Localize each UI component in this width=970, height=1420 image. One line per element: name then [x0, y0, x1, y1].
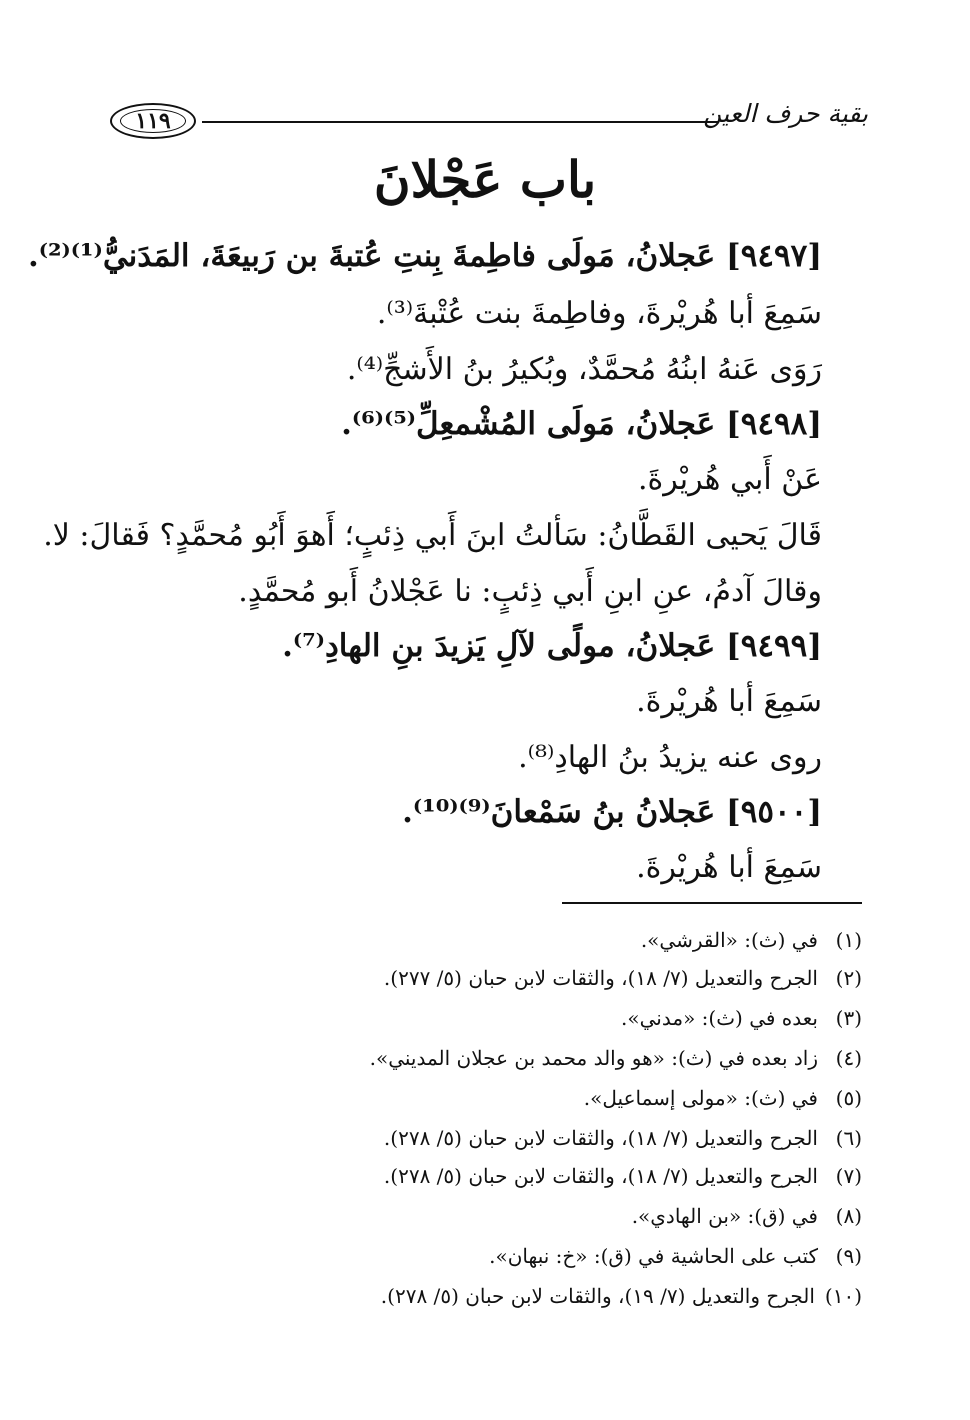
footnote-text: الجرح والتعديل (٧/ ١٨)، والثقات لابن حبان (٥/ ٢٧٧). [383, 966, 818, 990]
footnote-number: (٤) [835, 1046, 862, 1070]
running-title: بقية حرف العين [703, 99, 868, 128]
footnote-text: زاد بعده في (ث): «هو والد محمد بن عجلان المديني». [369, 1046, 818, 1070]
footnote-number: (٦) [835, 1126, 862, 1150]
footnote [621, 1006, 862, 1030]
footnote [384, 1164, 862, 1188]
footnote-text: كتب على الحاشية في (ق): «خ: نبهان». [489, 1244, 818, 1268]
footnote-text: الجرح والتعديل (٧/ ١٨)، والثقات لابن حبان (٥/ ٢٧٨). [383, 1164, 818, 1188]
footnote [370, 1046, 862, 1070]
body-line: وقالَ آدمُ، عنِ ابنِ أَبي ذِئبٍ: نا عَجْلانُ أَبو مُحمَّدٍ. [238, 574, 822, 609]
body-line: قَالَ يَحيى القَطَّانُ: سَألتُ ابنَ أَبي ذِئبٍ؛ أَهوَ أَبُو مُحمَّدٍ؟ فَقالَ: لا. [43, 518, 822, 553]
entry-heading-9499: [٩٤٩٩] عَجلانُ، مولًى لآلِ يَزيدَ بنِ الهادِ⁽⁷⁾. [282, 628, 822, 664]
footnote [489, 1244, 862, 1268]
body-line: سَمِعَ أبا هُريْرةَ. [636, 684, 822, 719]
chapter-title: باب عَجْلانَ [373, 150, 597, 209]
body-line: عَنْ أَبي هُريْرةَ. [637, 462, 822, 497]
footnote-number: (٢) [835, 966, 862, 990]
body-line: سَمِعَ أبا هُريْرةَ، وفاطِمةَ بنت عُتْبةَ⁽³⁾. [376, 296, 822, 331]
footnote-number: (١) [835, 928, 862, 952]
header-rule [202, 121, 718, 123]
footnote-number: (٧) [835, 1164, 862, 1188]
running-header [110, 95, 868, 151]
body-line: روى عنه يزيدُ بنُ الهادِ⁽⁸⁾. [518, 740, 822, 775]
footnote-number: (٨) [835, 1204, 862, 1228]
footnote [384, 966, 862, 990]
page-number: ١١٩ [135, 108, 171, 134]
footnote-text: في (ث): «القرشي». [640, 928, 818, 952]
entry-heading-9500: [٩٥٠٠] عَجلانُ بنُ سَمْعانَ⁽⁹⁾⁽¹⁰⁾. [402, 794, 822, 830]
entry-heading-9498: [٩٤٩٨] عَجلانُ، مَولَى المُشْمعِلِّ⁽⁵⁾⁽⁶⁾. [341, 406, 822, 442]
page-number-badge [110, 103, 196, 139]
footnote-text: الجرح والتعديل (٧/ ١٩)، والثقات لابن حبان (٥/ ٢٧٨). [380, 1284, 815, 1308]
footnote-separator [562, 902, 862, 904]
entry-heading-9497: [٩٤٩٧] عَجلانُ، مَولَى فاطِمةَ بِنتِ عُتبةَ بن رَبيعَةَ، المَدَنيُّ⁽¹⁾⁽²⁾. [27, 238, 822, 274]
body-line: رَوَى عَنهُ ابنُهُ مُحمَّدٌ، وبُكيرُ بنُ الأَشجِّ⁽⁴⁾. [346, 352, 822, 387]
footnote-number: (٩) [835, 1244, 862, 1268]
footnote-number: (١٠) [824, 1284, 862, 1308]
footnote-text: الجرح والتعديل (٧/ ١٨)، والثقات لابن حبان (٥/ ٢٧٨). [383, 1126, 818, 1150]
footnote [584, 1086, 862, 1110]
footnote-text: في (ث): «مولى إسماعيل». [583, 1086, 818, 1110]
footnote-text: في (ق): «بن الهادي». [631, 1204, 818, 1228]
footnote [632, 1204, 862, 1228]
footnote [641, 928, 862, 952]
footnote-number: (٥) [835, 1086, 862, 1110]
footnote [381, 1284, 862, 1308]
body-line: سَمِعَ أبا هُريْرةَ. [636, 850, 822, 885]
footnote-text: بعده في (ث): «مدني». [621, 1006, 818, 1030]
footnote-number: (٣) [835, 1006, 862, 1030]
footnote [384, 1126, 862, 1150]
